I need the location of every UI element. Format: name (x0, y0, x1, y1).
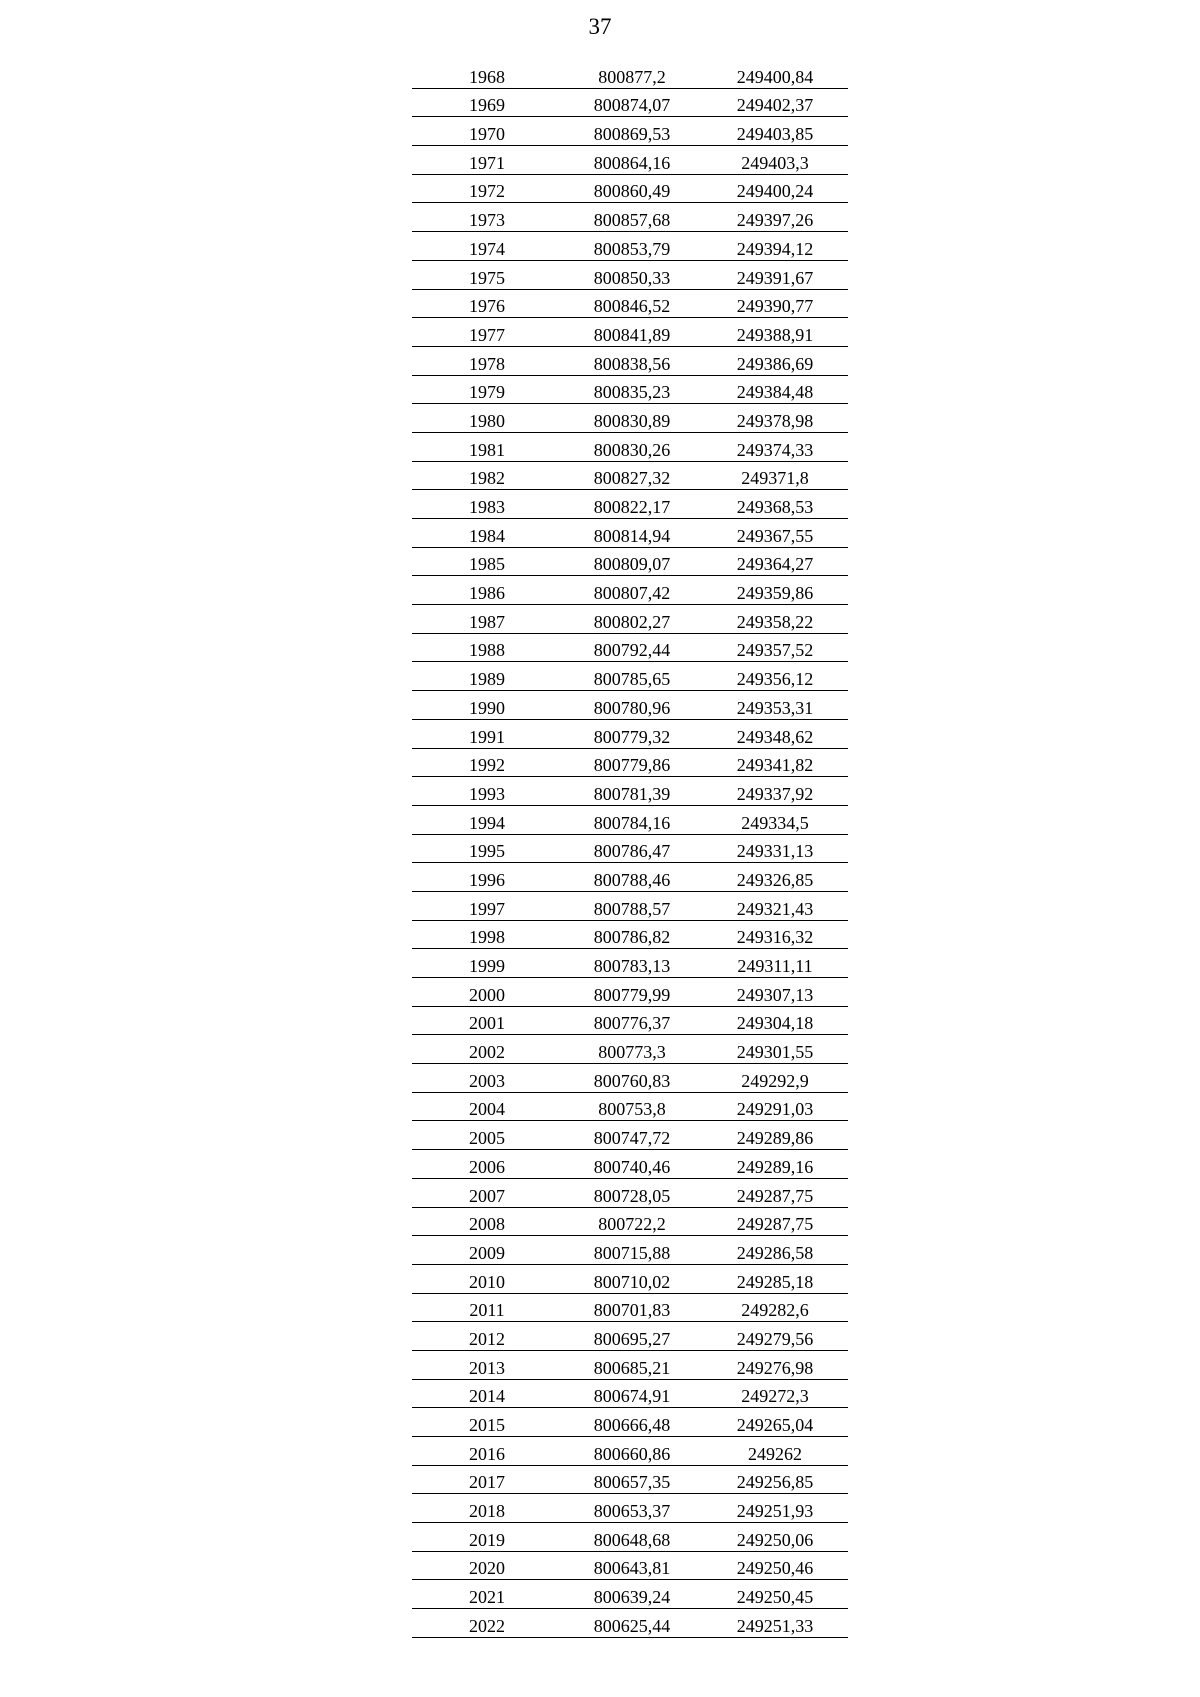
table-row (412, 1236, 848, 1265)
x-coordinate-cell: 800841,89 (562, 318, 702, 347)
year-cell: 2000 (412, 978, 562, 1007)
y-coordinate-cell: 249353,31 (702, 691, 848, 720)
table-row (412, 1350, 848, 1379)
table-row (412, 920, 848, 949)
x-coordinate-cell: 800830,89 (562, 404, 702, 433)
year-cell: 2004 (412, 1092, 562, 1121)
table-row (412, 117, 848, 146)
y-coordinate-cell: 249357,52 (702, 633, 848, 662)
x-coordinate-cell: 800779,32 (562, 719, 702, 748)
table-row (412, 404, 848, 433)
y-coordinate-cell: 249289,16 (702, 1150, 848, 1179)
year-cell: 2013 (412, 1350, 562, 1379)
y-coordinate-cell: 249384,48 (702, 375, 848, 404)
year-cell: 2018 (412, 1494, 562, 1523)
table-row (412, 1379, 848, 1408)
year-cell: 2008 (412, 1207, 562, 1236)
x-coordinate-cell: 800874,07 (562, 88, 702, 117)
x-coordinate-cell: 800846,52 (562, 289, 702, 318)
y-coordinate-cell: 249272,3 (702, 1379, 848, 1408)
year-cell: 1984 (412, 519, 562, 548)
x-coordinate-cell: 800784,16 (562, 805, 702, 834)
table-row (412, 978, 848, 1007)
year-cell: 1974 (412, 232, 562, 261)
table-row (412, 232, 848, 261)
y-coordinate-cell: 249287,75 (702, 1178, 848, 1207)
y-coordinate-cell: 249311,11 (702, 949, 848, 978)
x-coordinate-cell: 800853,79 (562, 232, 702, 261)
table-row (412, 432, 848, 461)
year-cell: 2010 (412, 1264, 562, 1293)
table-row (412, 605, 848, 634)
table-row (412, 547, 848, 576)
table-row (412, 1465, 848, 1494)
table-row (412, 1322, 848, 1351)
table-row (412, 777, 848, 806)
year-cell: 1970 (412, 117, 562, 146)
year-cell: 1992 (412, 748, 562, 777)
year-cell: 1978 (412, 346, 562, 375)
coordinates-table-body (412, 60, 848, 1637)
x-coordinate-cell: 800660,86 (562, 1437, 702, 1466)
x-coordinate-cell: 800639,24 (562, 1580, 702, 1609)
x-coordinate-cell: 800869,53 (562, 117, 702, 146)
y-coordinate-cell: 249400,24 (702, 174, 848, 203)
x-coordinate-cell: 800701,83 (562, 1293, 702, 1322)
x-coordinate-cell: 800776,37 (562, 1006, 702, 1035)
x-coordinate-cell: 800722,2 (562, 1207, 702, 1236)
x-coordinate-cell: 800857,68 (562, 203, 702, 232)
y-coordinate-cell: 249251,93 (702, 1494, 848, 1523)
year-cell: 1996 (412, 863, 562, 892)
year-cell: 1985 (412, 547, 562, 576)
table-row (412, 1437, 848, 1466)
year-cell: 1993 (412, 777, 562, 806)
x-coordinate-cell: 800779,99 (562, 978, 702, 1007)
year-cell: 1990 (412, 691, 562, 720)
table-row (412, 1150, 848, 1179)
y-coordinate-cell: 249321,43 (702, 891, 848, 920)
x-coordinate-cell: 800786,82 (562, 920, 702, 949)
year-cell: 2002 (412, 1035, 562, 1064)
table-row (412, 1293, 848, 1322)
x-coordinate-cell: 800860,49 (562, 174, 702, 203)
y-coordinate-cell: 249250,06 (702, 1523, 848, 1552)
y-coordinate-cell: 249368,53 (702, 490, 848, 519)
table-row (412, 1006, 848, 1035)
x-coordinate-cell: 800780,96 (562, 691, 702, 720)
table-row (412, 891, 848, 920)
y-coordinate-cell: 249326,85 (702, 863, 848, 892)
year-cell: 1989 (412, 662, 562, 691)
table-row (412, 662, 848, 691)
x-coordinate-cell: 800715,88 (562, 1236, 702, 1265)
page-number: 37 (588, 14, 612, 39)
table-row (412, 1064, 848, 1093)
y-coordinate-cell: 249301,55 (702, 1035, 848, 1064)
x-coordinate-cell: 800753,8 (562, 1092, 702, 1121)
y-coordinate-cell: 249307,13 (702, 978, 848, 1007)
year-cell: 1980 (412, 404, 562, 433)
table-row (412, 1035, 848, 1064)
x-coordinate-cell: 800773,3 (562, 1035, 702, 1064)
y-coordinate-cell: 249276,98 (702, 1350, 848, 1379)
year-cell: 2003 (412, 1064, 562, 1093)
x-coordinate-cell: 800648,68 (562, 1523, 702, 1552)
y-coordinate-cell: 249400,84 (702, 60, 848, 88)
year-cell: 1968 (412, 60, 562, 88)
year-cell: 2022 (412, 1609, 562, 1638)
x-coordinate-cell: 800802,27 (562, 605, 702, 634)
y-coordinate-cell: 249367,55 (702, 519, 848, 548)
year-cell: 2011 (412, 1293, 562, 1322)
table-row (412, 633, 848, 662)
table-row (412, 1494, 848, 1523)
table-row (412, 1580, 848, 1609)
table-row (412, 346, 848, 375)
x-coordinate-cell: 800740,46 (562, 1150, 702, 1179)
table-row (412, 174, 848, 203)
x-coordinate-cell: 800814,94 (562, 519, 702, 548)
x-coordinate-cell: 800807,42 (562, 576, 702, 605)
x-coordinate-cell: 800785,65 (562, 662, 702, 691)
year-cell: 2021 (412, 1580, 562, 1609)
y-coordinate-cell: 249348,62 (702, 719, 848, 748)
y-coordinate-cell: 249364,27 (702, 547, 848, 576)
x-coordinate-cell: 800760,83 (562, 1064, 702, 1093)
table-row (412, 289, 848, 318)
year-cell: 1997 (412, 891, 562, 920)
y-coordinate-cell: 249279,56 (702, 1322, 848, 1351)
y-coordinate-cell: 249388,91 (702, 318, 848, 347)
x-coordinate-cell: 800783,13 (562, 949, 702, 978)
table-row (412, 318, 848, 347)
y-coordinate-cell: 249386,69 (702, 346, 848, 375)
coordinates-table (412, 60, 848, 1638)
year-cell: 2012 (412, 1322, 562, 1351)
y-coordinate-cell: 249397,26 (702, 203, 848, 232)
table-row (412, 490, 848, 519)
year-cell: 2020 (412, 1551, 562, 1580)
x-coordinate-cell: 800838,56 (562, 346, 702, 375)
x-coordinate-cell: 800788,46 (562, 863, 702, 892)
year-cell: 2005 (412, 1121, 562, 1150)
year-cell: 2009 (412, 1236, 562, 1265)
table-row (412, 1408, 848, 1437)
x-coordinate-cell: 800786,47 (562, 834, 702, 863)
table-row (412, 203, 848, 232)
x-coordinate-cell: 800792,44 (562, 633, 702, 662)
y-coordinate-cell: 249334,5 (702, 805, 848, 834)
y-coordinate-cell: 249403,85 (702, 117, 848, 146)
table-row (412, 1264, 848, 1293)
year-cell: 1981 (412, 432, 562, 461)
year-cell: 1999 (412, 949, 562, 978)
year-cell: 1986 (412, 576, 562, 605)
table-row (412, 834, 848, 863)
year-cell: 1995 (412, 834, 562, 863)
year-cell: 1998 (412, 920, 562, 949)
table-row (412, 375, 848, 404)
y-coordinate-cell: 249316,32 (702, 920, 848, 949)
x-coordinate-cell: 800827,32 (562, 461, 702, 490)
table-row (412, 1178, 848, 1207)
y-coordinate-cell: 249250,46 (702, 1551, 848, 1580)
x-coordinate-cell: 800643,81 (562, 1551, 702, 1580)
x-coordinate-cell: 800666,48 (562, 1408, 702, 1437)
table-row (412, 1523, 848, 1552)
y-coordinate-cell: 249331,13 (702, 834, 848, 863)
table-row (412, 60, 848, 88)
y-coordinate-cell: 249291,03 (702, 1092, 848, 1121)
y-coordinate-cell: 249265,04 (702, 1408, 848, 1437)
table-row (412, 146, 848, 175)
x-coordinate-cell: 800850,33 (562, 260, 702, 289)
y-coordinate-cell: 249285,18 (702, 1264, 848, 1293)
year-cell: 1979 (412, 375, 562, 404)
year-cell: 2001 (412, 1006, 562, 1035)
year-cell: 2014 (412, 1379, 562, 1408)
table-row (412, 576, 848, 605)
x-coordinate-cell: 800695,27 (562, 1322, 702, 1351)
x-coordinate-cell: 800653,37 (562, 1494, 702, 1523)
year-cell: 1991 (412, 719, 562, 748)
year-cell: 1977 (412, 318, 562, 347)
y-coordinate-cell: 249394,12 (702, 232, 848, 261)
x-coordinate-cell: 800685,21 (562, 1350, 702, 1379)
year-cell: 1982 (412, 461, 562, 490)
year-cell: 1972 (412, 174, 562, 203)
x-coordinate-cell: 800674,91 (562, 1379, 702, 1408)
year-cell: 2015 (412, 1408, 562, 1437)
y-coordinate-cell: 249341,82 (702, 748, 848, 777)
x-coordinate-cell: 800809,07 (562, 547, 702, 576)
y-coordinate-cell: 249358,22 (702, 605, 848, 634)
y-coordinate-cell: 249251,33 (702, 1609, 848, 1638)
y-coordinate-cell: 249371,8 (702, 461, 848, 490)
x-coordinate-cell: 800877,2 (562, 60, 702, 88)
year-cell: 1973 (412, 203, 562, 232)
table-row (412, 260, 848, 289)
table-row (412, 1551, 848, 1580)
table-row (412, 88, 848, 117)
y-coordinate-cell: 249402,37 (702, 88, 848, 117)
y-coordinate-cell: 249289,86 (702, 1121, 848, 1150)
table-row (412, 719, 848, 748)
year-cell: 2016 (412, 1437, 562, 1466)
x-coordinate-cell: 800657,35 (562, 1465, 702, 1494)
y-coordinate-cell: 249304,18 (702, 1006, 848, 1035)
table-row (412, 1121, 848, 1150)
x-coordinate-cell: 800835,23 (562, 375, 702, 404)
table-row (412, 863, 848, 892)
year-cell: 2017 (412, 1465, 562, 1494)
y-coordinate-cell: 249250,45 (702, 1580, 848, 1609)
table-row (412, 805, 848, 834)
y-coordinate-cell: 249286,58 (702, 1236, 848, 1265)
year-cell: 1975 (412, 260, 562, 289)
x-coordinate-cell: 800728,05 (562, 1178, 702, 1207)
year-cell: 2006 (412, 1150, 562, 1179)
y-coordinate-cell: 249262 (702, 1437, 848, 1466)
y-coordinate-cell: 249374,33 (702, 432, 848, 461)
year-cell: 2007 (412, 1178, 562, 1207)
x-coordinate-cell: 800779,86 (562, 748, 702, 777)
x-coordinate-cell: 800864,16 (562, 146, 702, 175)
table-row (412, 748, 848, 777)
x-coordinate-cell: 800830,26 (562, 432, 702, 461)
x-coordinate-cell: 800747,72 (562, 1121, 702, 1150)
y-coordinate-cell: 249391,67 (702, 260, 848, 289)
table-row (412, 1092, 848, 1121)
year-cell: 1987 (412, 605, 562, 634)
y-coordinate-cell: 249287,75 (702, 1207, 848, 1236)
table-row (412, 949, 848, 978)
y-coordinate-cell: 249359,86 (702, 576, 848, 605)
x-coordinate-cell: 800710,02 (562, 1264, 702, 1293)
year-cell: 1976 (412, 289, 562, 318)
x-coordinate-cell: 800788,57 (562, 891, 702, 920)
year-cell: 1971 (412, 146, 562, 175)
y-coordinate-cell: 249292,9 (702, 1064, 848, 1093)
y-coordinate-cell: 249282,6 (702, 1293, 848, 1322)
x-coordinate-cell: 800625,44 (562, 1609, 702, 1638)
table-row (412, 691, 848, 720)
x-coordinate-cell: 800781,39 (562, 777, 702, 806)
x-coordinate-cell: 800822,17 (562, 490, 702, 519)
y-coordinate-cell: 249337,92 (702, 777, 848, 806)
table-row (412, 461, 848, 490)
y-coordinate-cell: 249378,98 (702, 404, 848, 433)
year-cell: 1994 (412, 805, 562, 834)
year-cell: 1988 (412, 633, 562, 662)
table-row (412, 1609, 848, 1638)
table-row (412, 1207, 848, 1236)
y-coordinate-cell: 249256,85 (702, 1465, 848, 1494)
y-coordinate-cell: 249403,3 (702, 146, 848, 175)
year-cell: 2019 (412, 1523, 562, 1552)
y-coordinate-cell: 249390,77 (702, 289, 848, 318)
y-coordinate-cell: 249356,12 (702, 662, 848, 691)
year-cell: 1983 (412, 490, 562, 519)
table-row (412, 519, 848, 548)
year-cell: 1969 (412, 88, 562, 117)
